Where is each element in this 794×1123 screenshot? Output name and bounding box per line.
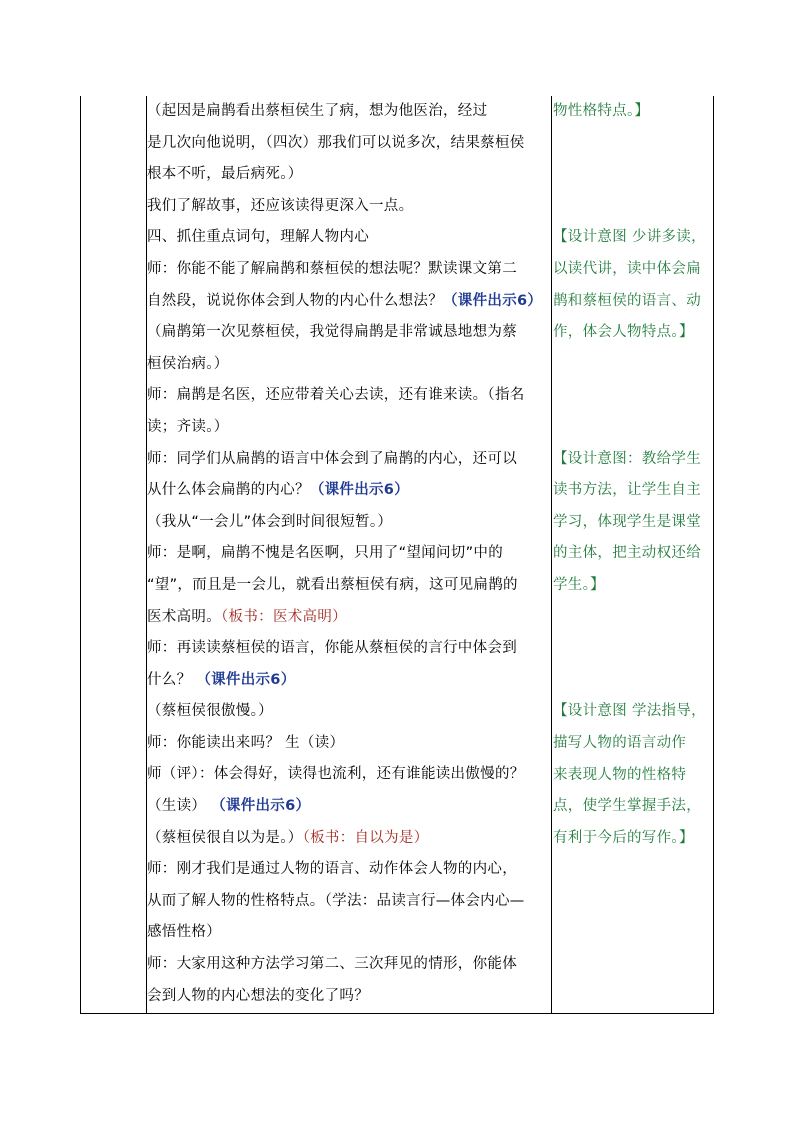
text-segment: 什么？ [147,671,197,688]
lesson-table [80,96,714,1014]
text-line [147,917,551,949]
design-intent-note [553,222,706,348]
courseware-tag: （课件出示6） [196,671,296,688]
text-segment: 从什么体会扁鹊的内心？ [147,482,310,499]
note-line: 学生。】 [553,576,605,593]
text-line [147,633,551,665]
text-line [147,191,551,223]
note-line: 描写人物的语言动作 [553,734,687,751]
blackboard-note: （板书：自以为是） [302,829,429,846]
text-segment: 师：扁鹊是名医，还应带着关心去读，还有谁来读。（指名 [147,387,525,404]
note-line: 【设计意图：教给学生 [553,450,701,467]
design-intent-note [553,444,701,602]
text-line [147,222,551,254]
text-segment: 师：再读读蔡桓侯的语言，你能从蔡桓侯的言行中体会到 [147,640,517,657]
text-line [147,854,551,886]
text-segment: 感悟性格） [147,924,221,941]
text-segment: （蔡桓侯很傲慢。） [147,703,273,720]
text-line [147,286,551,318]
text-segment: 会到人物的内心想法的变化了吗？ [147,987,369,1004]
text-line [147,570,551,602]
note-line: 作，体会人物特点。】 [553,324,694,341]
note-line: 点，使学生掌握手法， [553,798,701,815]
note-line: 物性格特点。】 [553,103,650,119]
design-intent-note [553,96,649,128]
text-line [147,349,551,381]
note-line: 以读代讲，读中体会扁 [553,260,701,277]
text-segment: 师：同学们从扁鹊的语言中体会到了扁鹊的内心，还可以 [147,450,517,467]
text-line [147,128,551,160]
text-segment: 桓侯治病。） [147,355,229,372]
text-segment: “望”，而且是一会儿，就看出蔡桓侯有病，这可见扁鹊的 [147,576,518,593]
text-segment: 师：大家用这种方法学习第二、三次拜见的情形，你能体 [147,956,517,973]
text-segment: 读；齐读。） [147,418,229,435]
text-line [147,380,551,412]
table-column-divider-2 [551,96,552,1014]
text-line [147,665,551,697]
text-line [147,728,551,760]
courseware-tag: （课件出示6） [443,292,543,309]
courseware-tag: （课件出示6） [211,798,311,815]
text-segment: 四、抓住重点词句，理解人物内心 [147,229,369,246]
note-line: 有利于今后的写作。】 [553,829,694,846]
text-line [147,823,551,855]
table-left-border [80,96,81,1014]
text-segment: 师：你能读出来吗？ 生（读） [147,734,345,751]
courseware-tag: （课件出示6） [309,482,410,499]
text-line [147,949,551,981]
text-segment: 师：是啊，扁鹊不愧是名医啊，只用了“望闻问切”中的 [147,545,504,562]
text-line [147,317,551,349]
text-line [147,886,551,918]
text-line [147,602,551,634]
text-segment: （我从“一会儿”体会到时间很短暂。） [147,513,393,530]
text-segment: （生读） [147,798,212,815]
table-right-border [713,96,714,1014]
note-line: 读书方法，让学生自主 [553,482,701,499]
text-line [147,759,551,791]
text-segment: 根本不听，最后病死。） [147,166,303,183]
note-line: 学习，体现学生是课堂 [553,513,701,530]
text-line [147,475,551,507]
text-line [147,159,551,191]
text-line [147,444,551,476]
text-segment: 师（评）：体会得好，读得也流利，还有谁能读出傲慢的？ [147,766,525,783]
text-line [147,696,551,728]
note-line: 来表现人物的性格特 [553,766,687,783]
text-line [147,981,551,1013]
blackboard-note: （板书：医术高明） [221,608,347,625]
lesson-content-column [147,96,551,1012]
note-line: 鹊和蔡桓侯的语言、动 [553,292,701,309]
text-segment: 是几次向他说明，（四次）那我们可以说多次，结果蔡桓侯 [147,134,525,151]
text-line [147,96,551,128]
text-line [147,412,551,444]
note-line: 的主体，把主动权还给 [553,545,701,562]
design-intent-note [553,696,706,854]
text-segment: （起因是扁鹊看出蔡桓侯生了病，想为他医治，经过 [147,103,488,119]
text-segment: （扁鹊第一次见蔡桓侯，我觉得扁鹊是非常诚恳地想为蔡 [147,324,517,341]
note-line: 【设计意图 学法指导， [553,703,706,720]
text-segment: 自然段，说说你体会到人物的内心什么想法？ [147,292,443,309]
table-bottom-border [80,1013,714,1014]
text-segment: 从而了解人物的性格特点。（学法：品读言行—体会内心— [147,892,525,909]
text-line [147,538,551,570]
text-line [147,791,551,823]
text-segment: 医术高明。 [147,608,221,625]
text-segment: 师：刚才我们是通过人物的语言、动作体会人物的内心， [147,861,517,878]
text-line [147,254,551,286]
text-segment: 我们了解故事，还应该读得更深入一点。 [147,197,414,214]
text-segment: 师：你能不能了解扁鹊和蔡桓侯的想法呢？默读课文第二 [147,260,517,277]
note-line: 【设计意图 少讲多读， [553,229,706,246]
text-line [147,507,551,539]
text-segment: （蔡桓侯很自以为是。） [147,829,303,846]
